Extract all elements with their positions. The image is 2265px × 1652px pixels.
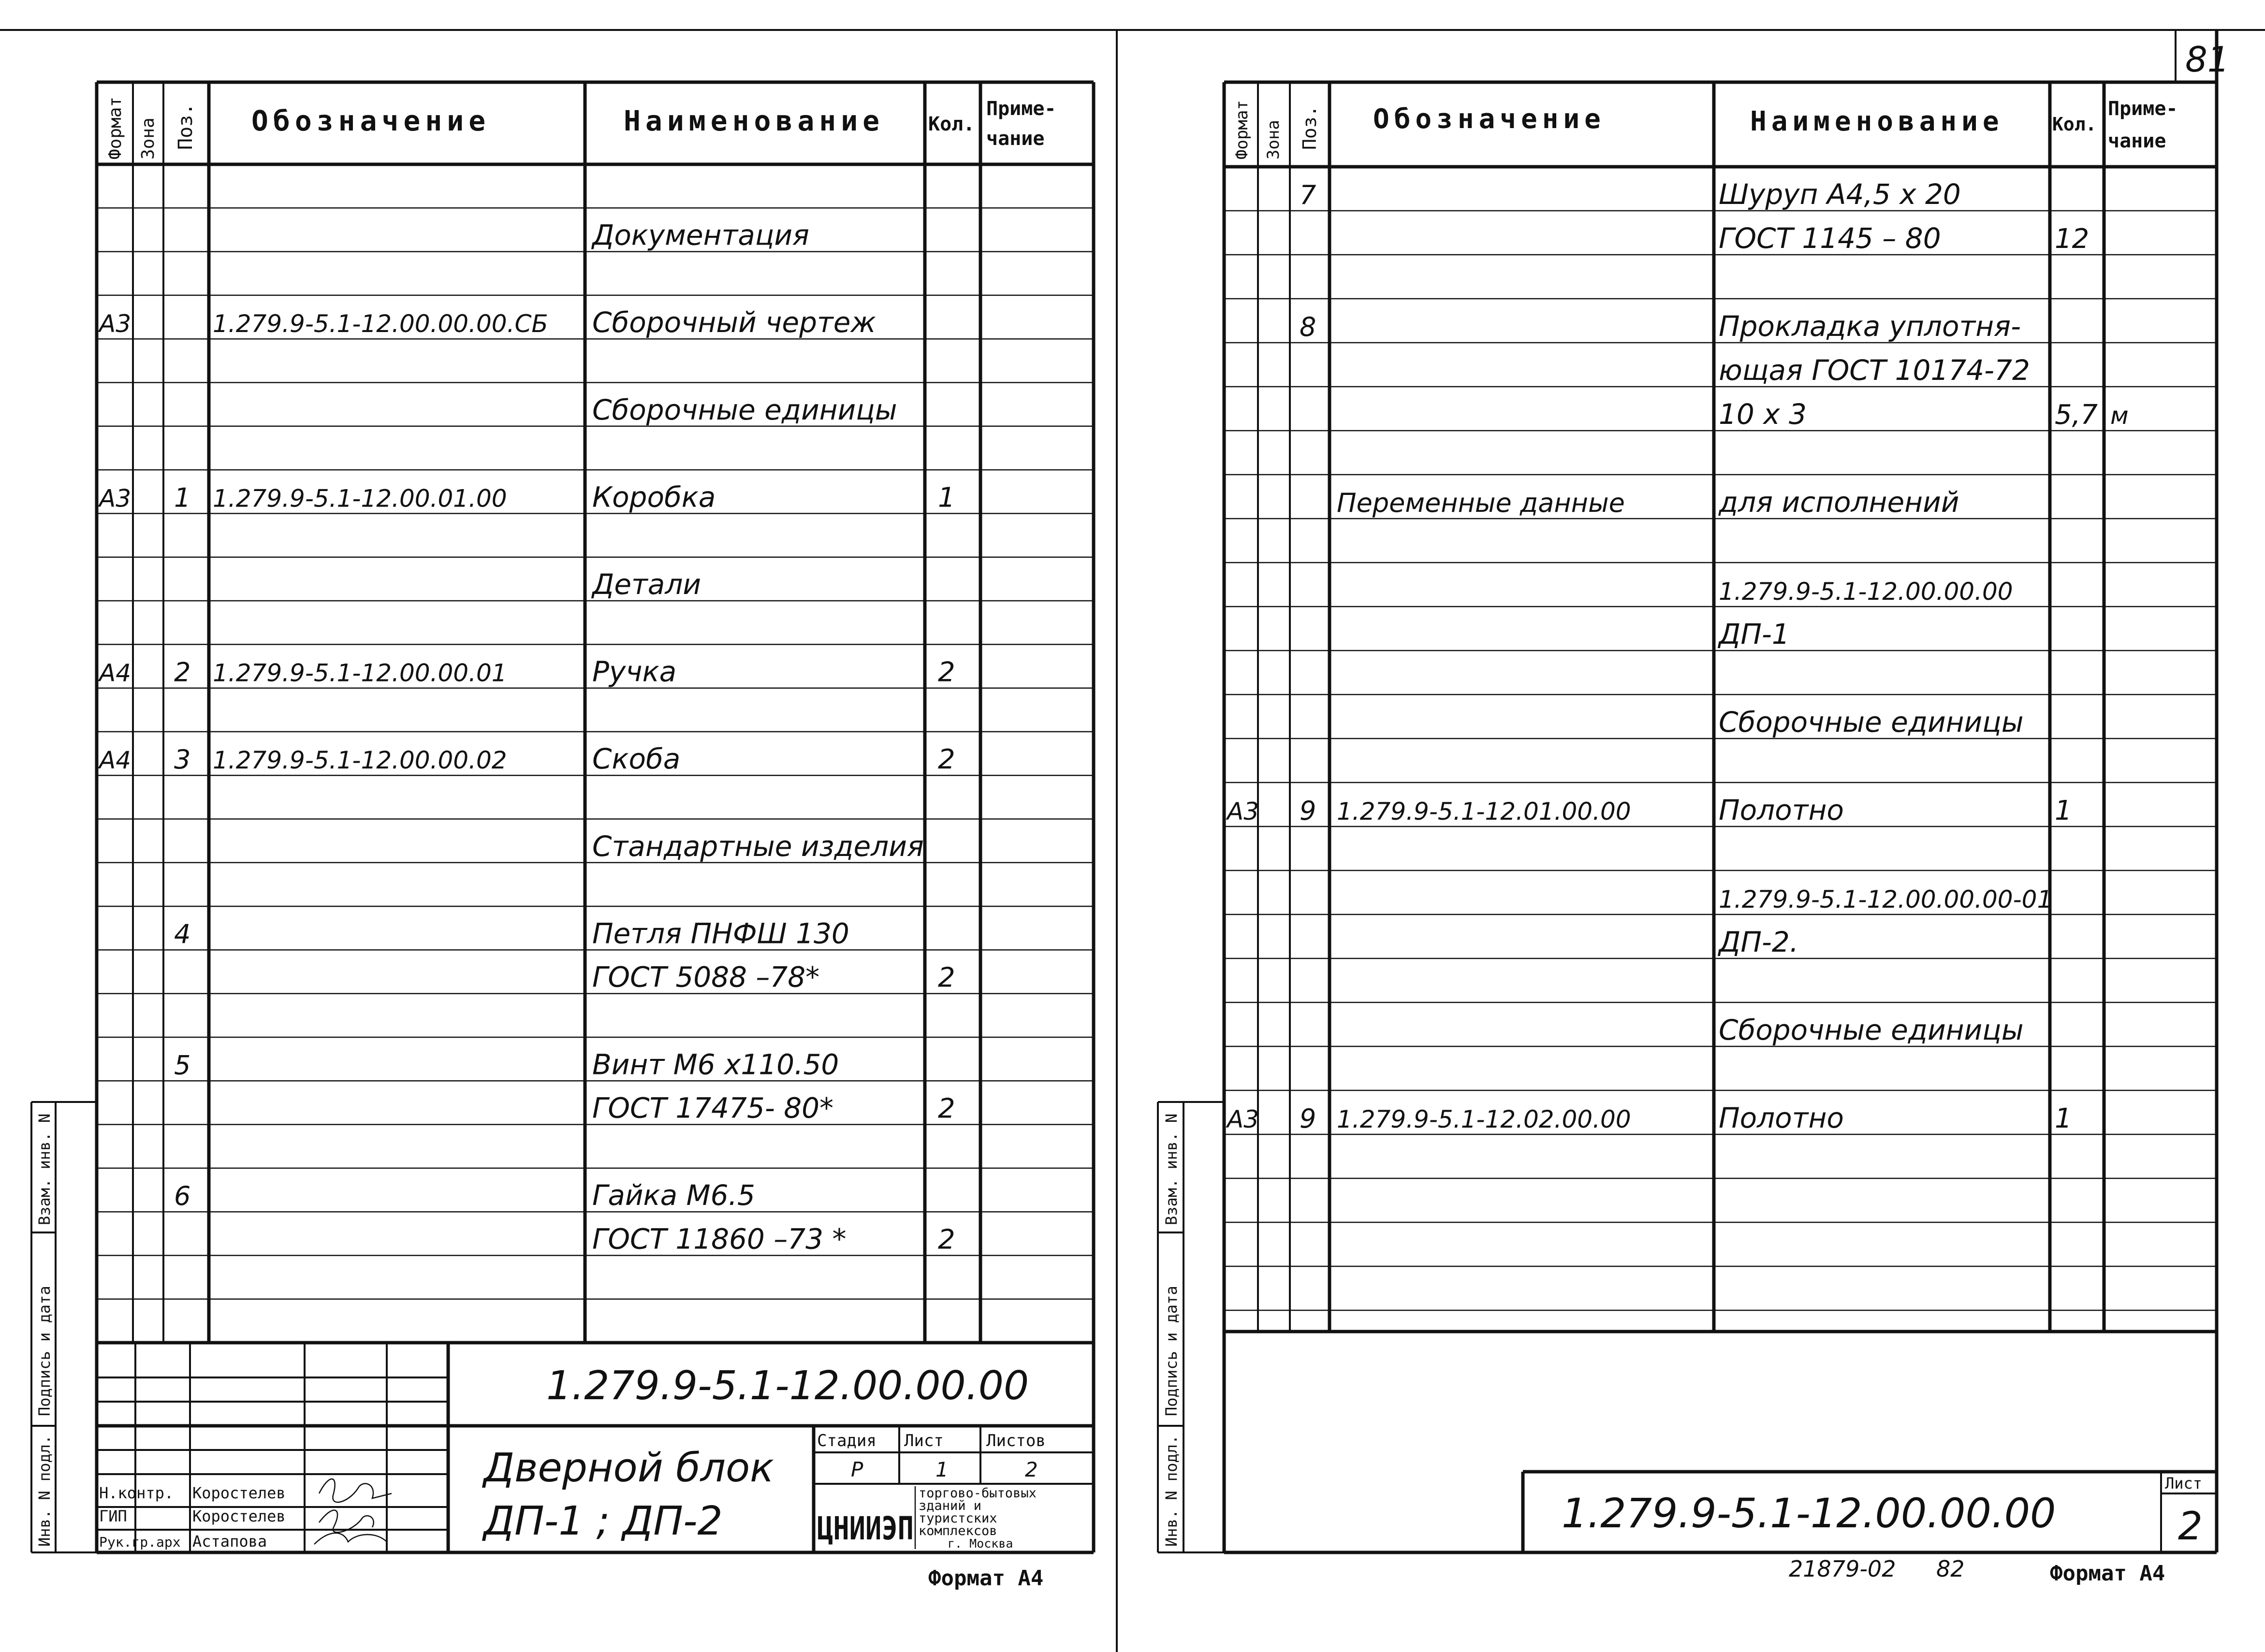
spec-row: [1719, 885, 2052, 913]
sheets-label: Листов: [986, 1431, 1046, 1450]
spec-row: [591, 568, 701, 601]
spec-pos: 2: [174, 657, 191, 688]
spec-row: [592, 961, 955, 994]
right-side-sign-date: Подпись и дата: [1162, 1286, 1181, 1416]
left-title-line1: Дверной блок: [483, 1445, 774, 1491]
spec-pos: 5: [174, 1050, 191, 1081]
spec-name: Петля ПНФШ 130: [592, 917, 849, 950]
spec-row: [1226, 794, 2072, 826]
spec-name: Полотно: [1719, 794, 1844, 826]
spec-name: ГОСТ 5088 –78*: [592, 960, 820, 994]
spec-designation: 1.279.9-5.1-12.00.00.00.СБ: [213, 310, 548, 338]
right-header-qty: Кол.: [2052, 114, 2097, 135]
spec-pos: 8: [1300, 312, 1316, 342]
right-spec-rows: [1226, 178, 2129, 1134]
spec-format: А4: [99, 746, 132, 775]
right-header-designation: Обозначение: [1373, 103, 1606, 135]
left-format-note: Формат А4: [928, 1566, 1044, 1591]
spec-name: ющая ГОСТ 10174-72: [1719, 354, 2030, 387]
spec-row: [174, 917, 849, 950]
spec-row: [592, 1092, 955, 1125]
spec-name: Винт М6 х110.50: [592, 1048, 839, 1081]
spec-row: [1719, 222, 2089, 255]
spec-row: [98, 742, 955, 775]
spec-row: [1719, 398, 2129, 431]
spec-pos: 9: [1300, 1103, 1316, 1134]
spec-row: [1719, 578, 2013, 606]
right-headers: [1232, 98, 2178, 159]
spec-row: [1717, 618, 1790, 651]
right-side-inv-orig: Инв. N подл.: [1162, 1435, 1181, 1547]
spec-name: Сборочные единицы: [1719, 706, 2024, 739]
spec-pos: 3: [174, 744, 191, 775]
signature-1: [319, 1479, 392, 1502]
spec-row: [591, 219, 809, 252]
spec-name: Коробка: [592, 480, 716, 514]
left-sheet: [31, 82, 1094, 1552]
spec-row: [174, 1179, 755, 1212]
spec-qty: 2: [938, 744, 955, 776]
spec-row: [98, 480, 955, 513]
org-line4: комплексов: [919, 1523, 997, 1538]
header-note-2: чание: [986, 128, 1045, 150]
header-qty: Кол.: [928, 113, 975, 135]
spec-name: ДП-1: [1719, 618, 1790, 651]
left-side-inv-orig: Инв. N подл.: [35, 1435, 54, 1547]
spec-name: Шуруп А4,5 х 20: [1719, 178, 1961, 211]
spec-name: Документация: [592, 218, 809, 252]
spec-name: Полотно: [1719, 1101, 1844, 1134]
spec-name: Прокладка уплотня-: [1719, 310, 2021, 343]
spec-name: 1.279.9-5.1-12.00.00.00-01: [1719, 885, 2053, 913]
signature-3: [314, 1533, 387, 1544]
org-line1: торгово-бытовых: [919, 1486, 1037, 1501]
archive-code: 21879-02: [1789, 1556, 1896, 1582]
spec-designation: 1.279.9-5.1-12.00.00.01: [213, 659, 507, 687]
spec-qty: 2: [938, 1224, 955, 1256]
spec-name: для исполнений: [1719, 486, 1959, 519]
org-line2: зданий и: [919, 1498, 982, 1513]
spec-qty: 1: [2055, 1103, 2072, 1134]
spec-pos: 6: [174, 1181, 191, 1212]
left-document-code: 1.279.9-5.1-12.00.00.00: [546, 1363, 1029, 1409]
org-logo: ЦНИИЭП: [817, 1510, 914, 1547]
spec-name: ДП-2.: [1719, 926, 1799, 958]
signer-role-1: Н.контр.: [99, 1484, 174, 1502]
spec-format: А3: [99, 310, 132, 338]
signer-role-3: Рук.гр.арх: [99, 1534, 181, 1550]
spec-format: А4: [99, 659, 132, 687]
spec-qty: 5,7: [2055, 399, 2098, 431]
spec-row: [592, 393, 897, 426]
right-side-repl-inv: Взам. инв. N: [1162, 1113, 1181, 1225]
page-number: 81: [2185, 39, 2230, 80]
spec-name: ГОСТ 11860 –73 *: [592, 1222, 847, 1256]
spec-name: Скоба: [592, 742, 681, 776]
spec-row: [98, 655, 955, 688]
left-spec-rows: [98, 219, 955, 1256]
org-line3: туристских: [919, 1511, 997, 1526]
spec-format: А3: [99, 484, 132, 513]
right-format-note: Формат А4: [2050, 1561, 2165, 1586]
spec-qty: 1: [938, 482, 955, 514]
right-header-name: Наименование: [1750, 106, 2004, 137]
right-header-format: Формат: [1232, 100, 1252, 159]
right-header-zone: Зона: [1264, 120, 1283, 159]
header-name: Наименование: [624, 104, 885, 137]
header-zone: Зона: [138, 117, 158, 159]
left-title-line2: ДП-1 ; ДП-2: [483, 1498, 723, 1544]
spec-qty: 12: [2055, 223, 2090, 255]
spec-name: Ручка: [592, 655, 677, 688]
left-title-block: [99, 1363, 1046, 1551]
right-header-pos: Поз.: [1299, 105, 1320, 150]
header-note-1: Приме-: [986, 98, 1056, 120]
spec-pos: 1: [174, 482, 191, 513]
spec-name: Сборочные единицы: [1719, 1014, 2024, 1046]
spec-designation: 1.279.9-5.1-12.00.00.02: [213, 746, 507, 775]
left-side-labels: [35, 1114, 54, 1547]
spec-pos: 9: [1300, 796, 1316, 826]
spec-pos: 4: [174, 919, 191, 950]
stage-value: Р: [851, 1458, 863, 1481]
spec-name: 10 х 3: [1719, 398, 1807, 431]
header-format: Формат: [105, 96, 125, 159]
spec-row: [174, 1048, 839, 1081]
spec-name: ГОСТ 17475- 80*: [592, 1091, 834, 1125]
right-side-labels: [1162, 1114, 1181, 1547]
spec-row: [98, 306, 876, 339]
org-line5: г. Москва: [948, 1536, 1013, 1551]
spec-designation: Переменные данные: [1337, 488, 1625, 518]
spec-qty: 1: [2055, 795, 2072, 826]
sheet-label: Лист: [904, 1431, 944, 1450]
spec-format: А3: [1227, 797, 1259, 826]
header-pos: Поз.: [175, 103, 197, 150]
stage-label: Стадия: [817, 1431, 877, 1450]
spec-designation: 1.279.9-5.1-12.00.01.00: [213, 484, 507, 513]
spec-row: [592, 830, 924, 863]
signer-role-2: ГИП: [99, 1507, 127, 1525]
left-side-sign-date: Подпись и дата: [35, 1286, 54, 1416]
spec-row: [1717, 926, 1798, 958]
left-side-repl-inv: Взам. инв. N: [35, 1113, 54, 1225]
spec-pos: 7: [1300, 180, 1316, 210]
right-title-block: [1562, 1474, 2203, 1549]
spec-row: [592, 1223, 955, 1256]
left-headers: [105, 97, 1056, 159]
signer-name-3: Астапова: [192, 1532, 267, 1551]
spec-qty: 2: [938, 1093, 955, 1125]
archive-page: 82: [1936, 1556, 1965, 1582]
header-designation: Обозначение: [251, 104, 491, 137]
right-header-note-2: чание: [2108, 130, 2166, 152]
spec-name: Стандартные изделия: [592, 829, 924, 863]
signer-name-1: Коростелев: [192, 1484, 286, 1502]
spec-format: А3: [1227, 1105, 1259, 1133]
spec-designation: 1.279.9-5.1-12.02.00.00: [1337, 1105, 1631, 1133]
spec-name: Сборочный чертеж: [592, 306, 876, 339]
spec-name: Сборочные единицы: [592, 393, 897, 426]
spec-name: Гайка М6.5: [592, 1179, 755, 1212]
spec-qty: 2: [938, 962, 955, 994]
sheet-value: 1: [935, 1458, 949, 1481]
spec-qty: 2: [938, 656, 955, 688]
spec-name: ГОСТ 1145 – 80: [1719, 222, 1941, 255]
right-sheet-value: 2: [2178, 1504, 2203, 1549]
spec-row: [1337, 486, 1959, 519]
signer-name-2: Коростелев: [192, 1507, 286, 1525]
right-sheet: [1158, 29, 2217, 1552]
spec-designation: 1.279.9-5.1-12.01.00.00: [1337, 797, 1631, 826]
spec-row: [1300, 178, 1961, 211]
right-document-code: 1.279.9-5.1-12.00.00.00: [1562, 1490, 2056, 1537]
spec-name: 1.279.9-5.1-12.00.00.00: [1719, 578, 2013, 606]
spec-name: Детали: [592, 568, 701, 601]
spec-note: м: [2110, 402, 2129, 430]
sheets-value: 2: [1025, 1458, 1038, 1481]
spec-row: [1719, 1014, 2024, 1046]
spec-row: [1719, 354, 2030, 387]
spec-row: [1719, 706, 2024, 739]
right-sheet-label: Лист: [2165, 1474, 2203, 1493]
spec-row: [1226, 1101, 2072, 1134]
spec-row: [1300, 310, 2021, 343]
right-header-note-1: Приме-: [2108, 98, 2178, 120]
